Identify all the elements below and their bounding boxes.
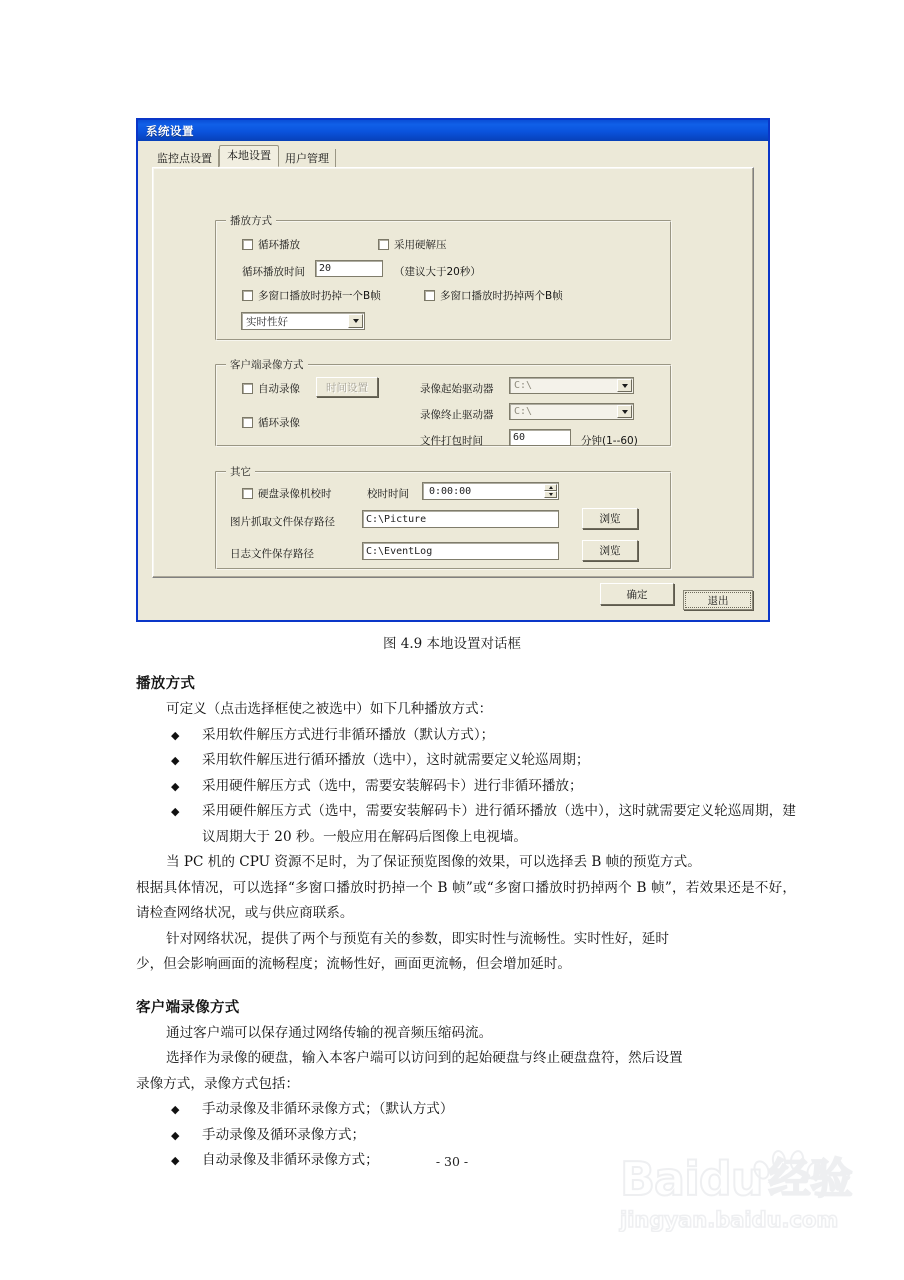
sync-time-spinner[interactable] <box>422 482 559 500</box>
tab-monitor-point-settings[interactable]: 监控点设置 <box>151 149 219 168</box>
end-drive-dropdown[interactable] <box>509 403 634 420</box>
record-intro-paragraph-2-rest: 录像方式，录像方式包括： <box>136 1075 300 1092</box>
loop-time-input[interactable] <box>315 260 383 277</box>
page-number: - 30 - <box>435 1154 469 1169</box>
tab-user-management[interactable]: 用户管理 <box>279 149 336 168</box>
pack-time-value: 60 <box>513 432 526 443</box>
hardware-decode-label: 采用硬解压 <box>394 239 447 251</box>
watermark-brand-text: Baidu <box>620 1152 763 1206</box>
list-item: ◆ 自动录像及非循环录像方式； <box>136 1148 796 1174</box>
sync-time-value: 0:00:00 <box>429 485 472 497</box>
section-heading-client-record-mode: 客户端录像方式 <box>136 998 240 1016</box>
playback-intro-paragraph: 可定义（点击选择框使之被选中）如下几种播放方式： <box>166 701 493 717</box>
loop-time-hint: （建议大于20秒） <box>394 266 481 278</box>
loop-record-label: 循环录像 <box>258 417 300 429</box>
list-item: ◆ 采用硬件解压方式（选中，需要安装解码卡）进行非循环播放； <box>136 774 796 800</box>
hardware-decode-checkbox-box[interactable] <box>378 239 389 250</box>
loop-time-label: 循环播放时间 <box>242 266 305 278</box>
playback-paragraph-2-rest: 少，但会影响画面的流畅程度；流畅性好，画面更流畅，但会增加延时。 <box>136 956 571 972</box>
picture-path-input[interactable] <box>362 510 559 528</box>
watermark-brand-cn-text: 经验 <box>768 1154 853 1203</box>
end-drive-label: 录像终止驱动器 <box>420 409 494 421</box>
group-other-title: 其它 <box>226 464 255 479</box>
pack-time-label: 文件打包时间 <box>420 435 483 447</box>
checkbox-loop-play[interactable] <box>242 237 300 252</box>
checkbox-hardware-decode[interactable] <box>378 237 447 252</box>
end-drive-value: C:\ <box>514 406 533 417</box>
checkbox-drop-two-b-frames[interactable] <box>424 288 563 303</box>
record-intro-paragraph-2-lead: 选择作为录像的硬盘，输入本客户端可以访问到的起始硬盘与终止硬盘盘符，然后设置 <box>166 1050 683 1066</box>
drop-two-b-frames-checkbox-box[interactable] <box>424 290 435 301</box>
playback-bullet-list <box>136 723 796 851</box>
playback-paragraph-2-lead: 针对网络状况，提供了两个与预览有关的参数，即实时性与流畅性。实时性好，延时 <box>166 930 669 947</box>
time-setting-button[interactable]: 时间设置 <box>316 377 378 397</box>
checkbox-loop-record[interactable] <box>242 415 300 430</box>
picture-path-value: C:\Picture <box>366 513 427 525</box>
pack-time-input[interactable] <box>509 429 571 446</box>
group-client-record-mode-title: 客户端录像方式 <box>226 357 308 372</box>
picture-path-label: 图片抓取文件保存路径 <box>230 516 335 528</box>
spinner-buttons[interactable] <box>544 484 557 498</box>
document-body <box>136 672 796 1174</box>
list-item: ◆ 采用软件解压进行循环播放（选中），这时就需要定义轮巡周期； <box>136 748 796 774</box>
chevron-down-icon[interactable] <box>348 314 363 328</box>
start-drive-label: 录像起始驱动器 <box>420 383 494 395</box>
loop-play-label: 循环播放 <box>258 239 300 251</box>
start-drive-value: C:\ <box>514 380 533 391</box>
list-item: ◆ 采用软件解压方式进行非循环播放（默认方式）； <box>136 723 796 749</box>
playback-paragraph-1-rest: 根据具体情况，可以选择“多窗口播放时扔掉一个 B 帧”或“多窗口播放时扔掉两个 B 帧”，若效果还是不好，请检查网络状况，或与供应商联系。 <box>136 879 796 921</box>
checkbox-drop-one-b-frame[interactable] <box>242 288 381 303</box>
dvr-time-sync-label: 硬盘录像机校时 <box>258 488 332 500</box>
log-path-value: C:\EventLog <box>366 545 433 557</box>
watermark-brand-row <box>620 1152 896 1206</box>
ok-button[interactable]: 确定 <box>600 583 674 605</box>
group-other <box>215 466 671 569</box>
baidu-jingyan-watermark <box>620 1152 896 1250</box>
spinner-down-icon[interactable] <box>544 491 557 498</box>
drop-one-b-frame-checkbox-box[interactable] <box>242 290 253 301</box>
drop-one-b-frame-label: 多窗口播放时扔掉一个B帧 <box>258 290 381 302</box>
loop-play-checkbox-box[interactable] <box>242 239 253 250</box>
dialog-frame <box>136 118 770 622</box>
browse-picture-path-button[interactable]: 浏览 <box>582 508 638 529</box>
exit-button[interactable]: 退出 <box>683 590 753 610</box>
log-path-label: 日志文件保存路径 <box>230 548 314 560</box>
log-path-input[interactable] <box>362 542 559 560</box>
browse-log-path-button[interactable]: 浏览 <box>582 540 638 561</box>
network-mode-dropdown[interactable] <box>241 312 365 330</box>
group-client-record-mode <box>215 359 671 447</box>
list-item: ◆ 采用硬件解压方式（选中，需要安装解码卡）进行循环播放（选中），这时就需要定义轮巡周期，建议周期大于 20 秒。一般应用在解码后图像上电视墙。 <box>136 799 796 850</box>
tab-local-settings[interactable]: 本地设置 <box>219 145 279 167</box>
sync-time-label: 校时时间 <box>367 488 409 500</box>
pack-time-unit: 分钟(1--60) <box>581 435 638 447</box>
auto-record-label: 自动录像 <box>258 383 300 395</box>
auto-record-checkbox-box[interactable] <box>242 383 253 394</box>
loop-record-checkbox-box[interactable] <box>242 417 253 428</box>
checkbox-dvr-time-sync[interactable] <box>242 486 332 501</box>
list-item: ◆ 手动录像及非循环录像方式；（默认方式） <box>136 1097 796 1123</box>
section-heading-playback-mode: 播放方式 <box>136 675 196 692</box>
dialog-title-text: 系统设置 <box>146 123 194 138</box>
paw-print-icon <box>748 1148 824 1194</box>
drop-two-b-frames-label: 多窗口播放时扔掉两个B帧 <box>440 290 563 302</box>
chevron-down-icon[interactable] <box>617 405 632 418</box>
spinner-up-icon[interactable] <box>544 484 557 491</box>
list-item: ◆ 手动录像及循环录像方式； <box>136 1123 796 1149</box>
checkbox-auto-record[interactable] <box>242 381 300 396</box>
dialog-body <box>138 141 768 620</box>
playback-paragraph-1-lead: 当 PC 机的 CPU 资源不足时，为了保证预览图像的效果，可以选择丢 B 帧的预览方式。 <box>166 854 701 870</box>
record-intro-paragraph-1: 通过客户端可以保存通过网络传输的视音频压缩码流。 <box>166 1024 493 1041</box>
dvr-time-sync-checkbox-box[interactable] <box>242 488 253 499</box>
network-mode-value: 实时性好 <box>246 315 288 328</box>
system-settings-dialog <box>136 118 770 622</box>
group-playback-mode <box>215 215 671 340</box>
tab-strip <box>145 147 761 167</box>
figure-caption: 图 4.9 本地设置对话框 <box>382 636 522 652</box>
group-playback-mode-title: 播放方式 <box>226 213 276 228</box>
dialog-titlebar <box>138 120 768 141</box>
chevron-down-icon[interactable] <box>617 379 632 392</box>
loop-time-value: 20 <box>319 263 332 274</box>
section-spacer <box>136 978 796 996</box>
watermark-url-text: jingyan.baidu.com <box>620 1208 839 1232</box>
start-drive-dropdown[interactable] <box>509 377 634 394</box>
